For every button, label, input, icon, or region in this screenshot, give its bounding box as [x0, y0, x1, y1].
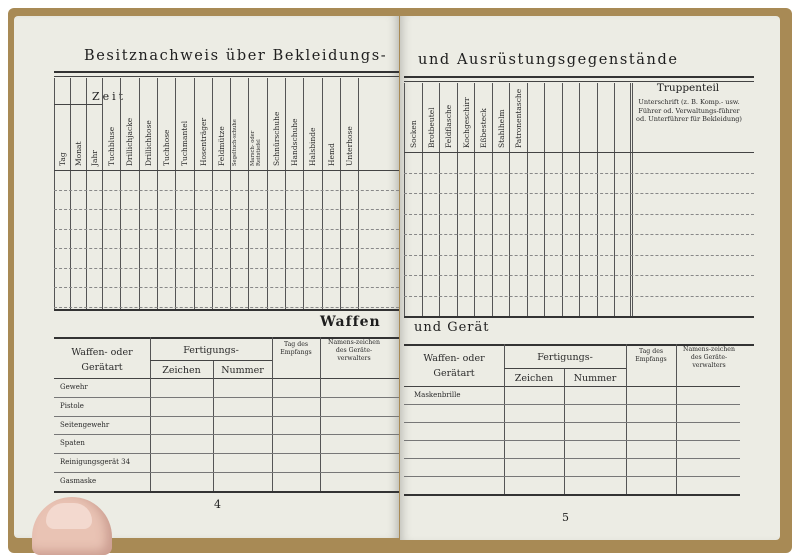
- col-waffen-header: Waffen- oder Gerätart: [71, 347, 133, 373]
- col-tag-header: Tag des Empfangs: [280, 341, 312, 356]
- column-header: Hemd: [326, 143, 336, 166]
- grid-row-line: [404, 255, 754, 256]
- truppenteil-subtitle: Unterschrift (z. B. Komp.- usw. Führer od. Verwaltungs-führer od. Unterführer für Bekleidung): [636, 98, 742, 123]
- grid-row-line: [54, 307, 399, 308]
- table-row-line: [54, 416, 399, 417]
- table-row-line: [54, 434, 399, 435]
- grid-col-line: [492, 83, 493, 316]
- grid-row-line: [404, 234, 754, 235]
- table-header-line: [404, 386, 740, 387]
- grid-col-line: [509, 83, 510, 316]
- divider: [54, 71, 399, 73]
- grid-row-line: [404, 193, 754, 194]
- grid-bottom-line: [54, 309, 399, 311]
- column-header: Drillichjacke: [125, 117, 135, 166]
- table-bottom-line: [404, 494, 740, 496]
- grid-col-line: [303, 78, 304, 309]
- table-row-line: [404, 422, 740, 423]
- waffen-title: Waffen: [320, 314, 381, 330]
- col-divider: [626, 344, 627, 494]
- table-row-label: Gasmaske: [60, 477, 97, 485]
- table-row-label: Seitengewehr: [60, 420, 110, 429]
- column-header: Eßbesteck: [479, 108, 488, 148]
- left-page-title: Besitznachweis über Bekleidungs-: [84, 48, 388, 64]
- table-row-line: [404, 458, 740, 459]
- grid-col-line: [102, 78, 103, 309]
- grid-header-line: [404, 152, 754, 153]
- column-header: Tuchmantel: [180, 120, 190, 166]
- column-header: Tuchbluse: [107, 126, 116, 166]
- table-bottom-line: [54, 491, 399, 493]
- grid-col-line: [632, 83, 633, 316]
- truppenteil-divider: [630, 83, 631, 316]
- grid-col-line: [358, 78, 359, 309]
- col-fertigung-header: Fertigungs-: [537, 352, 593, 363]
- grid-col-line: [285, 78, 286, 309]
- column-header: Kochgeschirr: [461, 97, 471, 148]
- right-page-title: und Ausrüstungsgegenstände: [418, 52, 679, 68]
- grid-col-line: [422, 83, 423, 316]
- grid-header-line: [54, 170, 399, 171]
- column-header: Feldmütze: [216, 126, 226, 166]
- zeit-sub-label: Jahr: [90, 150, 99, 166]
- table-row-label: Reinigungsgerät 34: [60, 458, 131, 467]
- column-header: Drillichhose: [143, 120, 153, 166]
- geraet-title: und Gerät: [414, 320, 490, 335]
- grid-row-line: [404, 214, 754, 215]
- grid-row-line: [404, 275, 754, 276]
- column-header: Handschuhe: [290, 118, 299, 166]
- grid-col-line: [579, 83, 580, 316]
- grid-col-line: [340, 78, 341, 309]
- col-namen-header: Namens-zeichen des Geräte-verwalters: [683, 346, 735, 369]
- grid-col-line: [527, 83, 528, 316]
- grid-col-line: [230, 78, 231, 309]
- column-header: Schnürschuhe: [271, 111, 281, 166]
- column-header: Unterhose: [344, 126, 354, 166]
- zeit-underline: [54, 104, 102, 105]
- thumbnail-nail: [46, 503, 92, 529]
- grid-col-line: [544, 83, 545, 316]
- column-header: Halsbinde: [308, 127, 318, 166]
- col-divider: [676, 344, 677, 494]
- col-nummer-header: Nummer: [573, 373, 617, 384]
- table-row-label: Pistole: [60, 401, 84, 410]
- table-row-label: Spaten: [60, 439, 85, 448]
- table-row-label: Maskenbrille: [414, 391, 461, 399]
- table-row-line: [404, 476, 740, 477]
- col-namen-header: Namens-zeichen des Geräte-verwalters: [328, 339, 380, 362]
- grid-col-line: [439, 83, 440, 316]
- grid-row-line: [54, 229, 399, 230]
- table-row-line: [54, 472, 399, 473]
- grid-col-line: [86, 78, 87, 309]
- divider: [404, 76, 754, 78]
- grid-col-line: [120, 78, 121, 309]
- grid-col-line: [54, 78, 55, 309]
- column-header: Socken: [409, 120, 418, 148]
- zeit-sub-label: Tag: [58, 152, 67, 166]
- grid-bottom-line: [404, 316, 754, 318]
- grid-col-line: [70, 78, 71, 309]
- grid-col-line: [614, 83, 615, 316]
- page-number: 5: [562, 511, 569, 524]
- grid-col-line: [474, 83, 475, 316]
- grid-col-line: [457, 83, 458, 316]
- grid-row-line: [54, 287, 399, 288]
- column-header: Stahlhelm: [496, 109, 506, 148]
- table-row-line: [404, 440, 740, 441]
- left-page: [14, 16, 399, 538]
- zeit-sub-label: Monat: [74, 141, 83, 166]
- truppenteil-title: Truppenteil: [656, 82, 720, 94]
- table-row-label: Gewehr: [60, 383, 88, 391]
- grid-row-line: [54, 209, 399, 210]
- col-divider: [272, 337, 273, 491]
- grid-row-line: [54, 268, 399, 269]
- fertigung-line: [504, 368, 626, 369]
- col-fertigung-header: Fertigungs-: [183, 345, 239, 356]
- column-header: Patronentasche: [514, 88, 523, 148]
- col-waffen-header: Waffen- oder Gerätart: [423, 353, 485, 379]
- right-page: [400, 16, 780, 540]
- column-header: Feldflasche: [444, 104, 453, 148]
- grid-row-line: [54, 248, 399, 249]
- grid-col-line: [194, 78, 195, 309]
- col-divider: [504, 344, 505, 494]
- grid-col-line: [562, 83, 563, 316]
- grid-row-line: [404, 296, 754, 297]
- table-row-line: [54, 397, 399, 398]
- column-header: Hosenträger: [198, 117, 208, 166]
- grid-col-line: [267, 78, 268, 309]
- grid-row-line: [54, 190, 399, 191]
- col-zeichen-header: Zeichen: [514, 373, 554, 384]
- col-nummer-header: Nummer: [221, 365, 264, 376]
- table-row-line: [54, 453, 399, 454]
- grid-col-line: [139, 78, 140, 309]
- column-header: Marsch- oder Reitstiefel: [250, 130, 263, 166]
- divider: [54, 76, 399, 77]
- table-header-line: [54, 378, 399, 379]
- grid-col-line: [404, 83, 405, 316]
- fertigung-line: [150, 360, 272, 361]
- grid-col-line: [175, 78, 176, 309]
- col-tag-header: Tag des Empfangs: [635, 348, 667, 363]
- grid-col-line: [322, 78, 323, 309]
- page-number: 4: [214, 498, 221, 511]
- table-row-line: [404, 404, 740, 405]
- grid-col-line: [157, 78, 158, 309]
- grid-row-line: [404, 173, 754, 174]
- column-header: Segeltuch-schuhe: [232, 119, 239, 166]
- zeit-label: Zeit: [92, 90, 127, 103]
- grid-col-line: [597, 83, 598, 316]
- column-header: Tuchhose: [161, 129, 171, 166]
- grid-col-line: [212, 78, 213, 309]
- col-divider: [320, 337, 321, 491]
- col-zeichen-header: Zeichen: [162, 365, 201, 376]
- column-header: Brotbeutel: [426, 107, 436, 148]
